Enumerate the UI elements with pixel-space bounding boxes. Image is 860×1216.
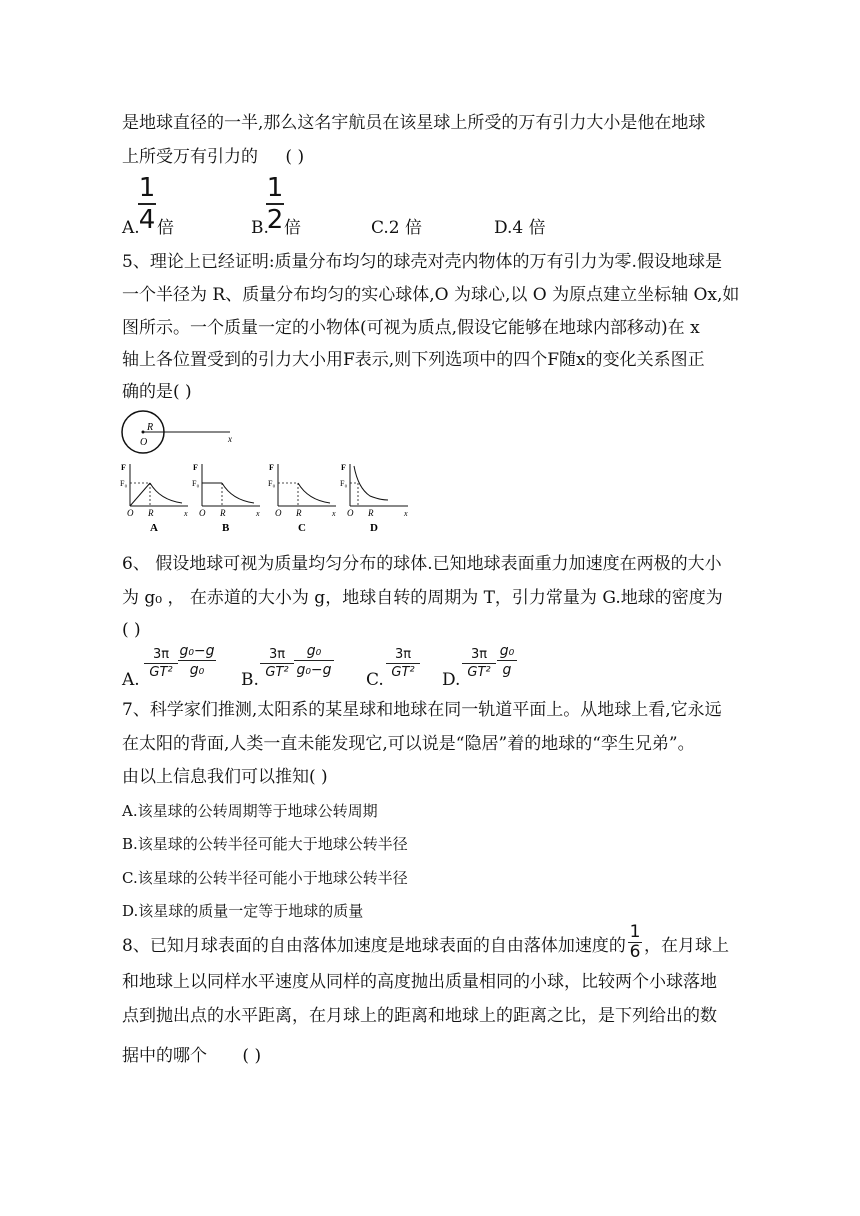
fraction-bar <box>294 660 334 661</box>
q6-option-d-den2: g <box>502 662 512 678</box>
q6-option-d-num2: g₀ <box>499 643 515 659</box>
radius-label: R <box>147 422 154 433</box>
q6-option-b-frac2 <box>294 644 334 677</box>
q6-option-d-frac2 <box>497 644 517 677</box>
graph-c-x: x <box>332 509 336 518</box>
graph-d-f-label: F <box>341 463 346 472</box>
q6-option-a-num: 3π <box>152 647 170 662</box>
graph-b-f-label: F <box>193 463 198 472</box>
q4-line-2-text: 上所受万有引力的 <box>122 147 258 167</box>
q8-line-2: 和地球上以同样水平速度从同样的高度抛出质量相同的小球，比较两个小球落地 <box>122 972 717 992</box>
q8-fraction-num: 1 <box>629 922 641 942</box>
fraction-bar <box>178 660 216 661</box>
graph-a-f-label: F <box>121 463 126 472</box>
q7-option-c: C.该星球的公转半径可能小于地球公转半径 <box>122 869 408 887</box>
q8-fraction <box>628 924 642 961</box>
q5-line-1: 5、理论上已经证明:质量分布均匀的球壳对壳内物体的万有引力为零.假设地球是 <box>122 252 722 272</box>
q7-line-1: 7、科学家们推测,太阳系的某星球和地球在同一轨道平面上。从地球上看,它永远 <box>122 700 722 720</box>
q6-option-b-den: GT² <box>265 665 289 680</box>
q6-option-b-num2: g₀ <box>306 643 322 659</box>
q6-option-a-den2: g₀ <box>189 662 205 678</box>
graph-c-label: C <box>298 522 306 534</box>
graph-a-x: x <box>184 509 188 518</box>
graph-d-label: D <box>370 522 378 534</box>
graph-b <box>192 463 260 534</box>
q8-answer-paren: ( ) <box>242 1046 262 1066</box>
q4-option-d: D.4 倍 <box>494 218 546 238</box>
q6-line-1: 6、 假设地球可视为质量均匀分布的球体.已知地球表面重力加速度在两极的大小 <box>122 554 722 574</box>
q8-line-4 <box>122 1044 261 1068</box>
q4-option-c: C.2 倍 <box>371 218 423 238</box>
q4-line-1: 是地球直径的一半,那么这名宇航员在该星球上所受的万有引力大小是他在地球 <box>122 113 706 133</box>
graph-b-x: x <box>256 509 260 518</box>
graph-a-curve <box>150 483 182 503</box>
graph-b-f0-label: F₀ <box>192 479 200 488</box>
q6-option-a-den: GT² <box>149 665 173 680</box>
graph-d-f0-label: F₀ <box>340 479 348 488</box>
origin-label: O <box>140 437 148 448</box>
q6-line-3: ( ) <box>122 620 141 640</box>
q6-option-b-frac1 <box>260 648 294 679</box>
q4-option-a-denominator: 4 <box>138 205 156 235</box>
q6-option-d-label: D. <box>442 670 461 690</box>
graph-d-o: O <box>347 508 354 518</box>
q8-fraction-den: 6 <box>629 942 641 962</box>
graph-b-curve <box>222 483 254 503</box>
earth-axis-figure <box>118 408 248 458</box>
fx-graphs <box>118 458 418 538</box>
q6-option-c-num: 3π <box>394 647 412 662</box>
graph-a-label: A <box>150 522 158 534</box>
q6-option-a-frac2 <box>178 644 216 677</box>
q4-option-a-label: A. <box>122 218 140 238</box>
graph-a-linear-part <box>130 483 150 506</box>
graph-c <box>268 463 336 534</box>
graph-c-r: R <box>296 508 302 518</box>
q7-line-3: 由以上信息我们可以推知( ) <box>122 767 328 787</box>
graph-d-x: x <box>404 509 408 518</box>
q6-option-c-frac <box>386 648 420 679</box>
q4-option-a-unit: 倍 <box>157 218 174 238</box>
q6-option-b-den2: g₀−g <box>296 662 332 678</box>
q7-option-d: D.该星球的质量一定等于地球的质量 <box>122 902 364 920</box>
q7-option-a: A.该星球的公转周期等于地球公转周期 <box>122 802 378 820</box>
graph-a-f0-label: F₀ <box>120 479 128 488</box>
q6-option-c-label: C. <box>366 670 384 690</box>
q5-line-3: 图所示。一个质量一定的小物体(可视为质点,假设它能够在地球内部移动)在 x <box>122 318 700 338</box>
q6-option-b-num: 3π <box>268 647 286 662</box>
q7-option-b: B.该星球的公转半径可能大于地球公转半径 <box>122 835 408 853</box>
graph-d <box>340 463 408 534</box>
fraction-bar <box>497 660 517 661</box>
graph-b-label: B <box>222 522 230 534</box>
q6-line-2: 为 g₀ ， 在赤道的大小为 g，地球自转的周期为 T，引力常量为 G.地球的密度为 <box>122 588 723 608</box>
fraction-bar <box>260 663 294 664</box>
q6-option-c-den: GT² <box>391 665 415 680</box>
q4-option-b-denominator: 2 <box>266 205 284 235</box>
graph-c-curve <box>298 483 330 503</box>
graph-a-o: O <box>127 508 134 518</box>
fraction-bar <box>144 663 178 664</box>
graph-c-f-label: F <box>269 463 274 472</box>
q6-option-d-den: GT² <box>467 665 491 680</box>
graph-c-o: O <box>275 508 282 518</box>
graph-d-r: R <box>368 508 374 518</box>
q4-option-a-fraction <box>138 175 156 233</box>
q7-line-2: 在太阳的背面,人类一直未能发现它,可以说是“隐居”着的地球的“孪生兄弟”。 <box>122 734 695 754</box>
q6-option-d-num: 3π <box>470 647 488 662</box>
q6-option-d-frac1 <box>462 648 496 679</box>
q4-option-b-unit: 倍 <box>284 218 301 238</box>
q5-line-4: 轴上各位置受到的引力大小用F表示,则下列选项中的四个F随x的变化关系图正 <box>122 350 705 370</box>
q6-option-a-frac1 <box>144 648 178 679</box>
q4-line-2 <box>122 145 304 169</box>
center-point <box>142 431 145 434</box>
q4-option-b-numerator: 1 <box>266 173 284 203</box>
q4-answer-paren: ( ) <box>285 147 305 167</box>
graph-a-r: R <box>148 508 154 518</box>
graph-a <box>120 463 188 534</box>
graph-c-f0-label: F₀ <box>268 479 276 488</box>
q4-option-b-fraction <box>266 175 284 233</box>
graph-b-r: R <box>220 508 226 518</box>
q5-line-5: 确的是( ) <box>122 382 192 402</box>
q4-option-a-numerator: 1 <box>138 173 156 203</box>
x-label: x <box>228 434 232 444</box>
fraction-bar <box>386 663 420 664</box>
graph-b-o: O <box>199 508 206 518</box>
q4-option-b-label: B. <box>251 218 269 238</box>
graph-d-curve <box>354 466 388 500</box>
q6-option-a-label: A. <box>122 670 140 690</box>
q5-line-2: 一个半径为 R、质量分布均匀的实心球体,O 为球心,以 O 为原点建立坐标轴 Ox,如 <box>122 285 740 305</box>
q6-option-b-label: B. <box>241 670 259 690</box>
q8-line-1a: 8、已知月球表面的自由落体加速度是地球表面的自由落体加速度的 <box>122 936 626 956</box>
q6-option-a-num2: g₀−g <box>179 643 215 659</box>
q8-line-3: 点到抛出点的水平距离，在月球上的距离和地球上的距离之比，是下列给出的数 <box>122 1006 717 1026</box>
q8-line-1b: ，在月球上 <box>644 936 729 956</box>
q8-line-4-text: 据中的哪个 <box>122 1046 207 1066</box>
fraction-bar <box>462 663 496 664</box>
